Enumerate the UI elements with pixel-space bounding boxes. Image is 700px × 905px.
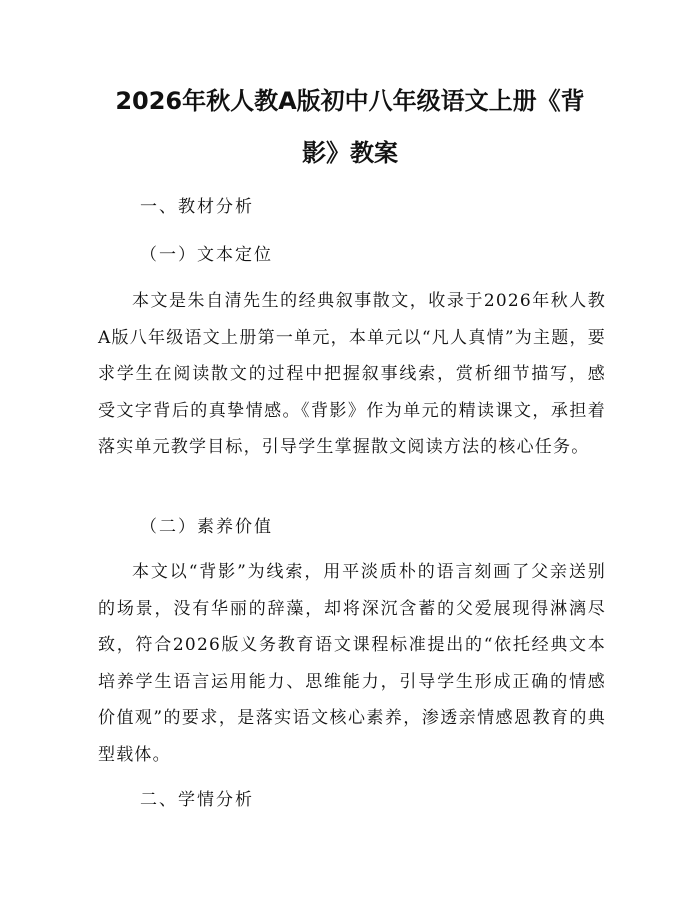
document-title bbox=[95, 75, 605, 179]
section-heading-textbook-analysis: 一、教材分析 bbox=[140, 197, 254, 217]
title-line-2: 影》教案 bbox=[302, 139, 398, 167]
title-line-1: 2026年秋人教A版初中八年级语文上册《背 bbox=[115, 87, 585, 115]
paragraph-text-positioning: 本文是朱自清先生的经典叙事散文，收录于2026年秋人教A版八年级语文上册第一单元，本单元以“凡人真情”为主题，要求学生在阅读散文的过程中把握叙事线索，赏析细节描写，感受文字背后的真挚情感。《背影》作为单元的精读课文，承担着落实单元教学目标，引导学生掌握散文阅读方法的核心任务。 bbox=[98, 291, 606, 458]
subsection-heading-literacy-value: （二）素养价值 bbox=[140, 517, 273, 537]
subsection-heading-text-positioning: （一）文本定位 bbox=[140, 245, 273, 265]
section-heading-learner-analysis: 二、学情分析 bbox=[140, 790, 254, 810]
paragraph-literacy-value: 本文以“背影”为线索，用平淡质朴的语言刻画了父亲送别的场景，没有华丽的辞藻，却将深沉含蓄的父爱展现得淋漓尽致，符合2026版义务教育语文课程标准提出的“依托经典文本培养学生语言运用能力、思维能力，引导学生形成正确的情感价值观”的要求，是落实语文核心素养，渗透亲情感恩教育的典型载体。 bbox=[98, 562, 606, 765]
